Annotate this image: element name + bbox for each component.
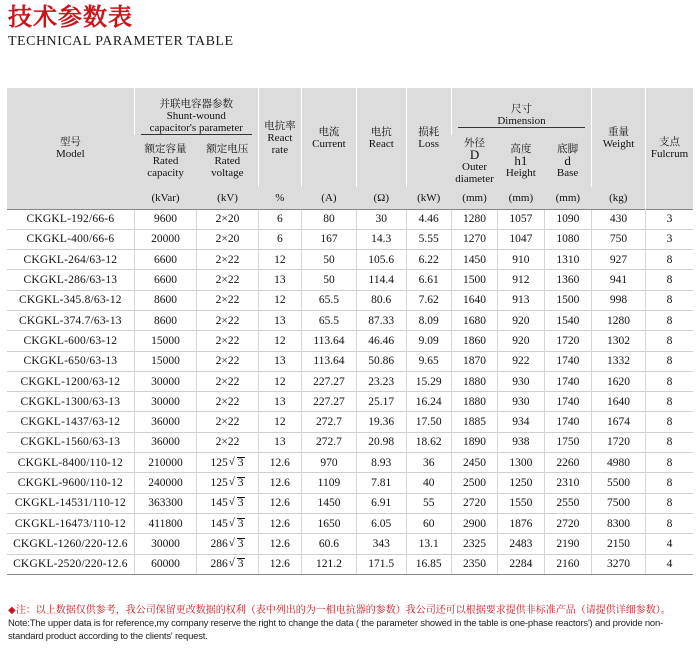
- cell-react: 20.98: [356, 432, 406, 452]
- unit-kw: (kW): [406, 187, 451, 209]
- cell-h1: 1057: [498, 209, 544, 229]
- cell-fulcrum: 8: [645, 473, 693, 493]
- cell-voltage: [197, 473, 258, 493]
- table-row: [7, 270, 693, 290]
- cell-d: 1880: [451, 392, 497, 412]
- cell-capacity: 6600: [134, 250, 197, 270]
- cell-loss: 8.09: [406, 310, 451, 330]
- table-row: [7, 392, 693, 412]
- cell-weight: 1620: [592, 371, 646, 391]
- cell-voltage-value: 286: [210, 537, 228, 550]
- cell-fulcrum: 8: [645, 412, 693, 432]
- table-row: [7, 371, 693, 391]
- cell-d: 1500: [544, 290, 591, 310]
- cell-fulcrum: 8: [645, 513, 693, 533]
- header-rated-voltage: 额定电压 Rated voltage: [197, 135, 258, 187]
- cell-capacity: 30000: [134, 371, 197, 391]
- cell-rate: 12: [258, 371, 301, 391]
- cell-rate: 13: [258, 270, 301, 290]
- table-body: [7, 209, 693, 574]
- cell-h1: 920: [498, 331, 544, 351]
- cell-weight: 7500: [592, 493, 646, 513]
- cell-loss: 6.61: [406, 270, 451, 290]
- cell-model: CKGKL-192/66-6: [7, 209, 134, 229]
- cell-voltage-value: 2×20: [215, 213, 240, 226]
- cell-voltage: [197, 412, 258, 432]
- cell-h1: 913: [498, 290, 544, 310]
- cell-model: CKGKL-650/63-13: [7, 351, 134, 371]
- cell-weight: 4980: [592, 453, 646, 473]
- cell-d: 1500: [451, 270, 497, 290]
- cell-model: CKGKL-264/63-12: [7, 250, 134, 270]
- cell-d: 1090: [544, 209, 591, 229]
- cell-d: 1080: [544, 229, 591, 249]
- cell-weight: 998: [592, 290, 646, 310]
- cell-d: 1680: [451, 310, 497, 330]
- cell-current: 227.27: [301, 392, 356, 412]
- table-row: [7, 250, 693, 270]
- unit-mm-d: (mm): [451, 187, 497, 209]
- cell-voltage-value: 145: [210, 497, 228, 510]
- cell-d: 1885: [451, 412, 497, 432]
- cell-h1: 1250: [498, 473, 544, 493]
- cell-fulcrum: 8: [645, 290, 693, 310]
- cell-weight: 1674: [592, 412, 646, 432]
- cell-voltage: [197, 310, 258, 330]
- cell-rate: 12: [258, 250, 301, 270]
- footnote: [8, 604, 694, 643]
- cell-model: CKGKL-1560/63-13: [7, 432, 134, 452]
- cell-d: 1880: [451, 371, 497, 391]
- cell-react: 171.5: [356, 554, 406, 574]
- cell-loss: 55: [406, 493, 451, 513]
- cell-rate: 12: [258, 290, 301, 310]
- cell-d: 2720: [544, 513, 591, 533]
- cell-react: 46.46: [356, 331, 406, 351]
- cell-weight: 1720: [592, 432, 646, 452]
- table-row: [7, 331, 693, 351]
- cell-voltage: [197, 453, 258, 473]
- cell-d: 1750: [544, 432, 591, 452]
- cell-weight: 941: [592, 270, 646, 290]
- cell-d: 1310: [544, 250, 591, 270]
- cell-d: 1860: [451, 331, 497, 351]
- cell-current: 65.5: [301, 290, 356, 310]
- footnote-en: Note:The upper data is for reference,my company reserve the right to change the data ( the parameter showed in the table is one-phase reactors') and provide non-standard product according to the clients' request.: [8, 618, 664, 642]
- cell-weight: 1280: [592, 310, 646, 330]
- cell-d: 2190: [544, 534, 591, 554]
- cell-react: 8.93: [356, 453, 406, 473]
- cell-rate: 12.6: [258, 473, 301, 493]
- cell-d: 2500: [451, 473, 497, 493]
- cell-voltage-value: 125: [210, 477, 228, 489]
- cell-voltage: [197, 351, 258, 371]
- cell-model: CKGKL-345.8/63-12: [7, 290, 134, 310]
- cell-weight: 1332: [592, 351, 646, 371]
- cell-voltage: [197, 554, 258, 574]
- table-row: [7, 432, 693, 452]
- cell-current: 113.64: [301, 331, 356, 351]
- table-row: [7, 310, 693, 330]
- unit-mm-h1: (mm): [498, 187, 544, 209]
- table-row: [7, 290, 693, 310]
- cell-fulcrum: 4: [645, 554, 693, 574]
- cell-react: 80.6: [356, 290, 406, 310]
- footnote-cn: ◆注：以上数据仅供参考，我公司保留更改数据的权利（表中列出的为一相电抗器的参数）我公司还可以根据要求提供非标准产品（请提供详细参数）。: [8, 605, 671, 616]
- cell-capacity: 6600: [134, 270, 197, 290]
- cell-current: 50: [301, 250, 356, 270]
- cell-current: 65.5: [301, 310, 356, 330]
- cell-current: 167: [301, 229, 356, 249]
- table-row: [7, 473, 693, 493]
- cell-react: 105.6: [356, 250, 406, 270]
- cell-h1: 922: [498, 351, 544, 371]
- cell-fulcrum: 8: [645, 371, 693, 391]
- cell-voltage-value: 2×22: [215, 294, 240, 307]
- header-react: 电抗 React: [356, 88, 406, 187]
- cell-react: 343: [356, 534, 406, 554]
- sqrt-symbol: √ 3: [237, 497, 245, 509]
- cell-fulcrum: 8: [645, 351, 693, 371]
- cell-loss: 16.85: [406, 554, 451, 574]
- cell-voltage: [197, 250, 258, 270]
- cell-h1: 920: [498, 310, 544, 330]
- cell-current: 80: [301, 209, 356, 229]
- cell-fulcrum: 8: [645, 331, 693, 351]
- cell-voltage-value: 2×22: [215, 253, 240, 266]
- cell-loss: 40: [406, 473, 451, 493]
- cell-d: 1870: [451, 351, 497, 371]
- header-base: 底脚 d Base: [544, 135, 591, 187]
- cell-voltage: [197, 331, 258, 351]
- cell-rate: 12.6: [258, 453, 301, 473]
- cell-capacity: 9600: [134, 209, 197, 229]
- unit-a: (A): [301, 187, 356, 209]
- cell-h1: 930: [498, 392, 544, 412]
- cell-fulcrum: 8: [645, 392, 693, 412]
- cell-rate: 13: [258, 392, 301, 412]
- cell-model: CKGKL-14531/110-12: [7, 493, 134, 513]
- cell-capacity: 36000: [134, 412, 197, 432]
- cell-voltage-value: 145: [210, 517, 228, 530]
- cell-weight: 3270: [592, 554, 646, 574]
- page-title: 技术参数表: [8, 3, 133, 31]
- cell-d: 2325: [451, 534, 497, 554]
- cell-rate: 12.6: [258, 513, 301, 533]
- cell-h1: 1876: [498, 513, 544, 533]
- header-dimension: 尺寸 Dimension: [451, 88, 591, 135]
- unit-kvar: (kVar): [134, 187, 197, 209]
- title-block: [8, 2, 234, 50]
- header-current: 电流 Current: [301, 88, 356, 187]
- cell-h1: 910: [498, 250, 544, 270]
- cell-voltage: [197, 229, 258, 249]
- cell-weight: 750: [592, 229, 646, 249]
- header-fulcrum: 支点 Fulcrum: [645, 88, 693, 209]
- cell-voltage-value: 286: [210, 558, 228, 571]
- cell-current: 1650: [301, 513, 356, 533]
- cell-voltage-value: 2×22: [215, 274, 240, 287]
- unit-kg: (kg): [592, 187, 646, 209]
- header-height: 高度 h1 Height: [498, 135, 544, 187]
- cell-current: 1109: [301, 473, 356, 493]
- cell-loss: 9.65: [406, 351, 451, 371]
- unit-percent: %: [258, 187, 301, 209]
- cell-weight: 5500: [592, 473, 646, 493]
- cell-model: CKGKL-8400/110-12: [7, 453, 134, 473]
- cell-model: CKGKL-9600/110-12: [7, 473, 134, 493]
- cell-voltage-value: 2×22: [215, 416, 240, 429]
- table-row: [7, 209, 693, 229]
- unit-ohm: (Ω): [356, 187, 406, 209]
- cell-current: 50: [301, 270, 356, 290]
- cell-react: 87.33: [356, 310, 406, 330]
- cell-d: 1540: [544, 310, 591, 330]
- header-weight: 重量 Weight: [592, 88, 646, 187]
- cell-loss: 36: [406, 453, 451, 473]
- cell-rate: 12.6: [258, 493, 301, 513]
- cell-model: CKGKL-286/63-13: [7, 270, 134, 290]
- cell-h1: 2284: [498, 554, 544, 574]
- cell-voltage: [197, 392, 258, 412]
- table-row: [7, 453, 693, 473]
- cell-h1: 930: [498, 371, 544, 391]
- sqrt-symbol: √ 3: [237, 518, 245, 530]
- cell-d: 1740: [544, 351, 591, 371]
- cell-rate: 13: [258, 432, 301, 452]
- table-row: [7, 412, 693, 432]
- cell-rate: 6: [258, 209, 301, 229]
- cell-react: 50.86: [356, 351, 406, 371]
- cell-loss: 60: [406, 513, 451, 533]
- cell-fulcrum: 3: [645, 209, 693, 229]
- cell-model: CKGKL-600/63-12: [7, 331, 134, 351]
- cell-d: 1280: [451, 209, 497, 229]
- cell-rate: 13: [258, 310, 301, 330]
- cell-voltage-value: 2×22: [215, 436, 240, 449]
- cell-current: 272.7: [301, 432, 356, 452]
- cell-model: CKGKL-1437/63-12: [7, 412, 134, 432]
- cell-d: 2310: [544, 473, 591, 493]
- cell-model: CKGKL-2520/220-12.6: [7, 554, 134, 574]
- cell-d: 2350: [451, 554, 497, 574]
- cell-voltage: [197, 371, 258, 391]
- cell-rate: 6: [258, 229, 301, 249]
- header-loss: 损耗 Loss: [406, 88, 451, 187]
- cell-d: 1360: [544, 270, 591, 290]
- cell-voltage: [197, 534, 258, 554]
- cell-h1: 912: [498, 270, 544, 290]
- cell-capacity: 20000: [134, 229, 197, 249]
- table-row: [7, 554, 693, 574]
- cell-weight: 1302: [592, 331, 646, 351]
- sqrt-symbol: √ 3: [237, 538, 245, 550]
- table-row: [7, 513, 693, 533]
- cell-model: CKGKL-400/66-6: [7, 229, 134, 249]
- cell-rate: 13: [258, 351, 301, 371]
- parameter-table: [7, 88, 693, 575]
- table-row: [7, 534, 693, 554]
- cell-fulcrum: 3: [645, 229, 693, 249]
- cell-d: 2550: [544, 493, 591, 513]
- cell-h1: 1300: [498, 453, 544, 473]
- cell-h1: 1550: [498, 493, 544, 513]
- cell-d: 1640: [451, 290, 497, 310]
- cell-react: 19.36: [356, 412, 406, 432]
- cell-react: 23.23: [356, 371, 406, 391]
- cell-fulcrum: 8: [645, 270, 693, 290]
- cell-capacity: 411800: [134, 513, 197, 533]
- cell-current: 1450: [301, 493, 356, 513]
- cell-weight: 2150: [592, 534, 646, 554]
- cell-h1: 934: [498, 412, 544, 432]
- cell-voltage: [197, 270, 258, 290]
- header-shunt: 并联电容器参数 Shunt-wound capacitor's parameter: [134, 88, 258, 135]
- cell-capacity: 36000: [134, 432, 197, 452]
- cell-voltage-value: 125: [210, 456, 228, 469]
- cell-d: 1270: [451, 229, 497, 249]
- cell-react: 30: [356, 209, 406, 229]
- cell-react: 114.4: [356, 270, 406, 290]
- cell-loss: 4.46: [406, 209, 451, 229]
- cell-voltage: [197, 209, 258, 229]
- cell-model: CKGKL-1300/63-13: [7, 392, 134, 412]
- cell-current: 60.6: [301, 534, 356, 554]
- cell-voltage-value: 2×20: [215, 233, 240, 246]
- cell-fulcrum: 8: [645, 250, 693, 270]
- cell-d: 2160: [544, 554, 591, 574]
- table-row: [7, 229, 693, 249]
- cell-current: 227.27: [301, 371, 356, 391]
- cell-loss: 7.62: [406, 290, 451, 310]
- cell-rate: 12: [258, 412, 301, 432]
- cell-weight: 1640: [592, 392, 646, 412]
- cell-loss: 17.50: [406, 412, 451, 432]
- cell-model: CKGKL-16473/110-12: [7, 513, 134, 533]
- cell-voltage-value: 2×22: [215, 375, 240, 388]
- sqrt-symbol: √ 3: [237, 558, 245, 570]
- cell-react: 25.17: [356, 392, 406, 412]
- cell-voltage: [197, 432, 258, 452]
- header-model: 型号 Model: [7, 88, 134, 209]
- cell-loss: 15.29: [406, 371, 451, 391]
- table-row: [7, 493, 693, 513]
- cell-voltage-value: 2×22: [215, 395, 240, 408]
- cell-fulcrum: 8: [645, 493, 693, 513]
- cell-d: 2260: [544, 453, 591, 473]
- cell-d: 2900: [451, 513, 497, 533]
- cell-loss: 9.09: [406, 331, 451, 351]
- cell-capacity: 240000: [134, 473, 197, 493]
- cell-capacity: 30000: [134, 534, 197, 554]
- cell-rate: 12: [258, 331, 301, 351]
- unit-kv: (kV): [197, 187, 258, 209]
- sqrt-symbol: √ 3: [237, 477, 245, 489]
- cell-h1: 1047: [498, 229, 544, 249]
- cell-d: 1450: [451, 250, 497, 270]
- cell-h1: 938: [498, 432, 544, 452]
- cell-fulcrum: 4: [645, 534, 693, 554]
- cell-loss: 5.55: [406, 229, 451, 249]
- cell-voltage: [197, 513, 258, 533]
- cell-capacity: 210000: [134, 453, 197, 473]
- cell-react: 6.91: [356, 493, 406, 513]
- cell-model: CKGKL-1200/63-12: [7, 371, 134, 391]
- cell-capacity: 8600: [134, 290, 197, 310]
- table-row: [7, 351, 693, 371]
- header-react-rate: 电抗率 React rate: [258, 88, 301, 187]
- cell-fulcrum: 8: [645, 432, 693, 452]
- unit-mm-base: (mm): [544, 187, 591, 209]
- cell-weight: 8300: [592, 513, 646, 533]
- cell-d: 1740: [544, 392, 591, 412]
- cell-react: 7.81: [356, 473, 406, 493]
- cell-d: 1890: [451, 432, 497, 452]
- cell-model: CKGKL-374.7/63-13: [7, 310, 134, 330]
- cell-react: 6.05: [356, 513, 406, 533]
- cell-d: 1740: [544, 412, 591, 432]
- cell-loss: 16.24: [406, 392, 451, 412]
- cell-capacity: 8600: [134, 310, 197, 330]
- page-subtitle: TECHNICAL PARAMETER TABLE: [8, 34, 234, 49]
- cell-voltage: [197, 290, 258, 310]
- cell-weight: 927: [592, 250, 646, 270]
- cell-d: 2450: [451, 453, 497, 473]
- cell-current: 113.64: [301, 351, 356, 371]
- cell-capacity: 60000: [134, 554, 197, 574]
- cell-voltage: [197, 493, 258, 513]
- cell-rate: 12.6: [258, 534, 301, 554]
- cell-fulcrum: 8: [645, 310, 693, 330]
- cell-fulcrum: 8: [645, 453, 693, 473]
- cell-d: 1740: [544, 371, 591, 391]
- cell-voltage-value: 2×22: [215, 314, 240, 327]
- cell-h1: 2483: [498, 534, 544, 554]
- cell-d: 1720: [544, 331, 591, 351]
- header-rated-capacity: 额定容量 Rated capacity: [134, 135, 197, 187]
- cell-loss: 18.62: [406, 432, 451, 452]
- cell-model: CKGKL-1260/220-12.6: [7, 534, 134, 554]
- cell-capacity: 15000: [134, 331, 197, 351]
- cell-d: 2720: [451, 493, 497, 513]
- cell-voltage-value: 2×22: [215, 355, 240, 368]
- sqrt-symbol: √ 3: [237, 457, 245, 469]
- cell-voltage-value: 2×22: [215, 334, 240, 347]
- cell-rate: 12.6: [258, 554, 301, 574]
- header-outer-diameter: 外径 D Outer diameter: [451, 135, 497, 187]
- cell-current: 272.7: [301, 412, 356, 432]
- cell-weight: 430: [592, 209, 646, 229]
- cell-capacity: 15000: [134, 351, 197, 371]
- cell-loss: 13.1: [406, 534, 451, 554]
- cell-current: 121.2: [301, 554, 356, 574]
- cell-capacity: 363300: [134, 493, 197, 513]
- cell-capacity: 30000: [134, 392, 197, 412]
- cell-current: 970: [301, 453, 356, 473]
- cell-loss: 6.22: [406, 250, 451, 270]
- cell-react: 14.3: [356, 229, 406, 249]
